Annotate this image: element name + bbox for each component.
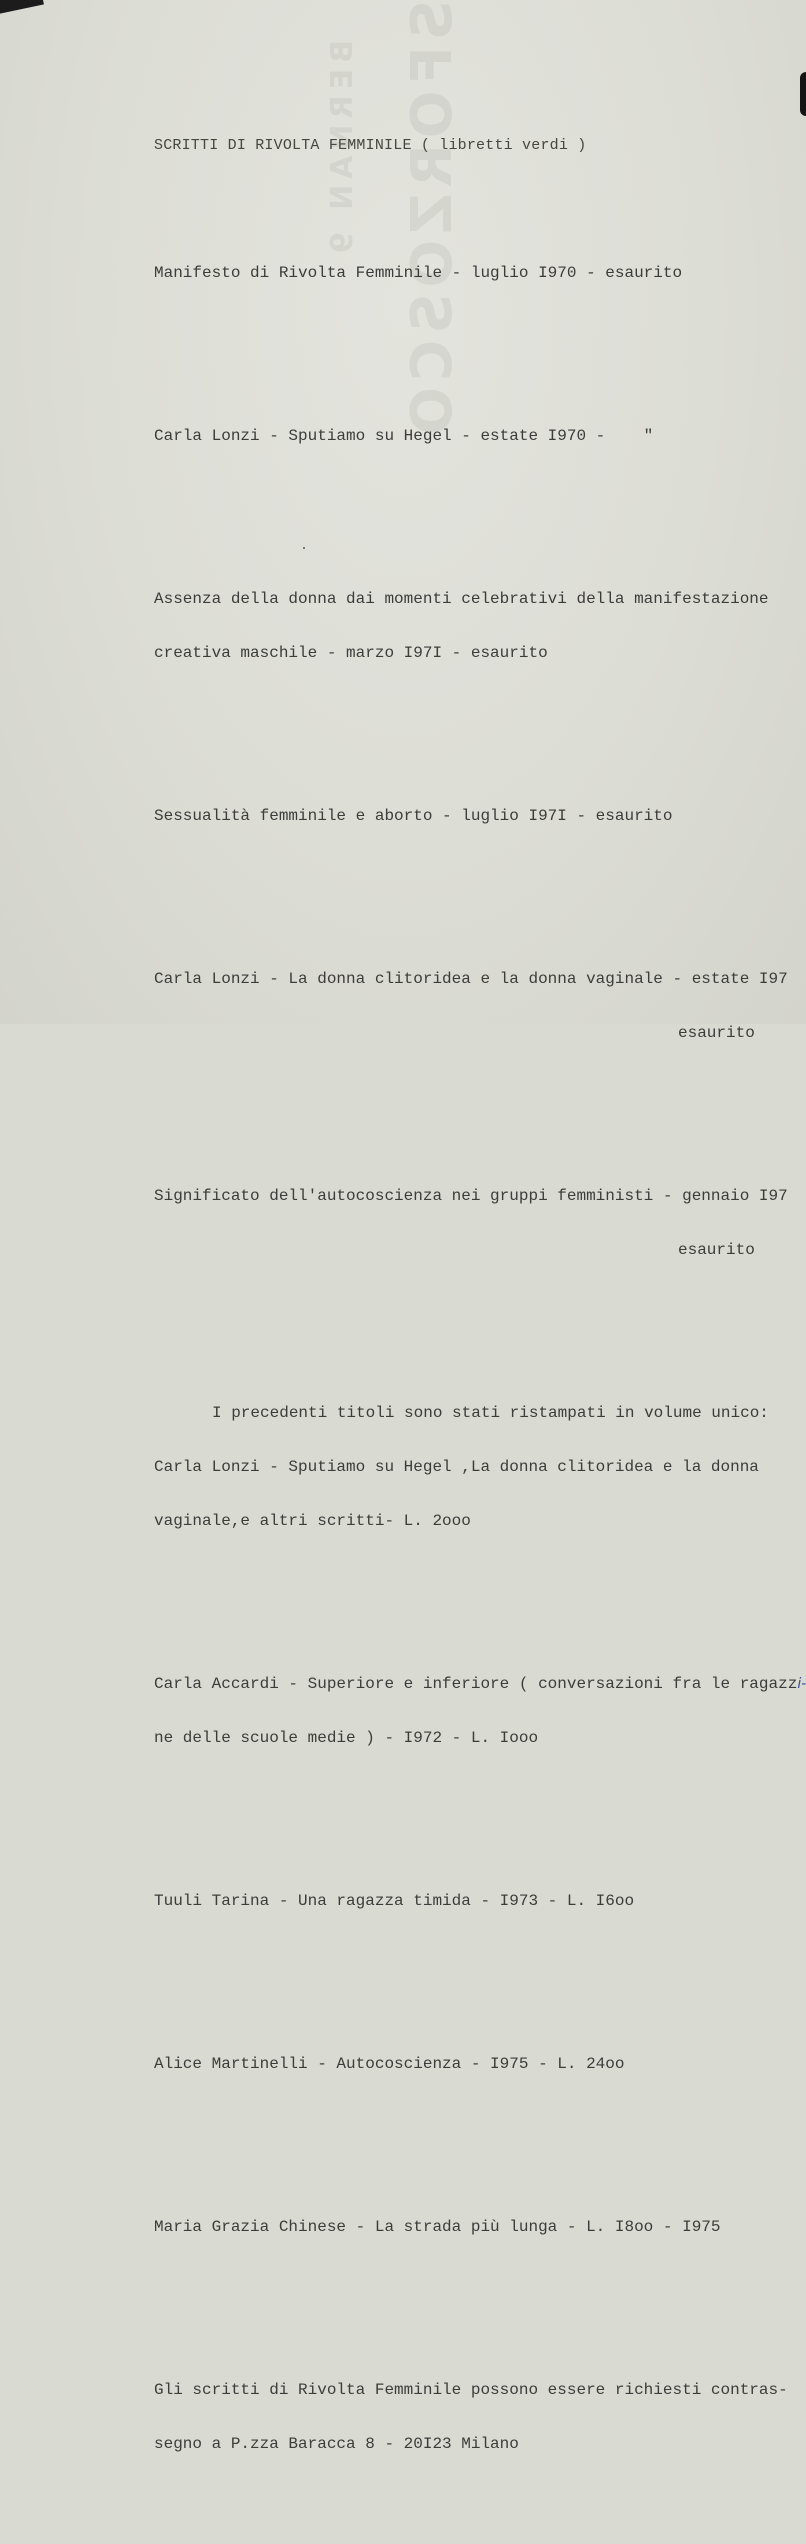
entry-strada-piu-lunga [154,2182,794,2272]
scan-corner-shadow [0,0,44,15]
entry-line: vaginale,e altri scritti- L. 2ooo [154,1512,471,1530]
entry-autocoscienza [154,2019,794,2109]
binder-hole-edge [800,72,806,116]
entry-line [154,1675,806,1693]
entry-line-text: Carla Accardi - Superiore e inferiore ( conversazioni fra le ragazz [154,1675,798,1693]
entry-line: Assenza della donna dai momenti celebrativi della manifestazione [154,590,769,608]
entry-manifesto [154,228,794,318]
entry-line: Carla Lonzi - Sputiamo su Hegel - estate I970 - " [154,427,654,445]
entry-line: Sessualità femminile e aborto - luglio I97I - esaurito [154,807,673,825]
entry-reprint-volume [154,1368,794,1566]
entry-line: Carla Lonzi - Sputiamo su Hegel ,La donna clitoridea e la donna [154,1458,759,1476]
entry-donna-clitoridea [154,934,794,1078]
entry-ragazza-timida [154,1856,794,1946]
entry-significato-autocoscienza [154,1151,794,1295]
entry-sessualita-femminile [154,771,794,861]
entry-line: Tuuli Tarina - Una ragazza timida - I973 - L. I6oo [154,1892,635,1910]
paper-watermark: SFORZOSCO [400,0,465,441]
entry-line: segno a P.zza Baracca 8 - 20I23 Milano [154,2435,519,2453]
entry-line: creativa maschile - marzo I97I - esaurito [154,644,548,662]
entry-line: Maria Grazia Chinese - La strada più lunga - L. I8oo - I975 [154,2218,721,2236]
entry-status-continuation: esaurito [678,1241,755,1259]
entry-status-continuation: esaurito [678,1024,755,1042]
entry-line: Gli scritti di Rivolta Femminile possono essere richiesti contras- [154,2381,788,2399]
entry-sputiamo-su-hegel [154,391,794,481]
document-title: SCRITTI DI RIVOLTA FEMMINILE ( libretti verdi ) [154,137,587,154]
entry-line: Significato dell'autocoscienza nei gruppi femministi - gennaio I97 [154,1187,788,1205]
entry-line: ne delle scuole medie ) - I972 - L. Iooo [154,1729,539,1747]
entry-assenza-della-donna [154,554,794,698]
reprint-note: I precedenti titoli sono stati ristampati in volume unico: [212,1404,769,1422]
ordering-note [154,2345,794,2489]
paper-watermark-secondary: BERNAN 9 [325,40,360,260]
handwritten-correction: i- [797,1676,806,1692]
entry-superiore-inferiore [154,1639,806,1783]
entry-line: Carla Lonzi - La donna clitoridea e la donna vaginale - estate I97 [154,970,788,988]
typed-document [154,101,806,2544]
entry-line: Alice Martinelli - Autocoscienza - I975 - L. 24oo [154,2055,625,2073]
entry-line: Manifesto di Rivolta Femminile - luglio I970 - esaurito [154,264,683,282]
